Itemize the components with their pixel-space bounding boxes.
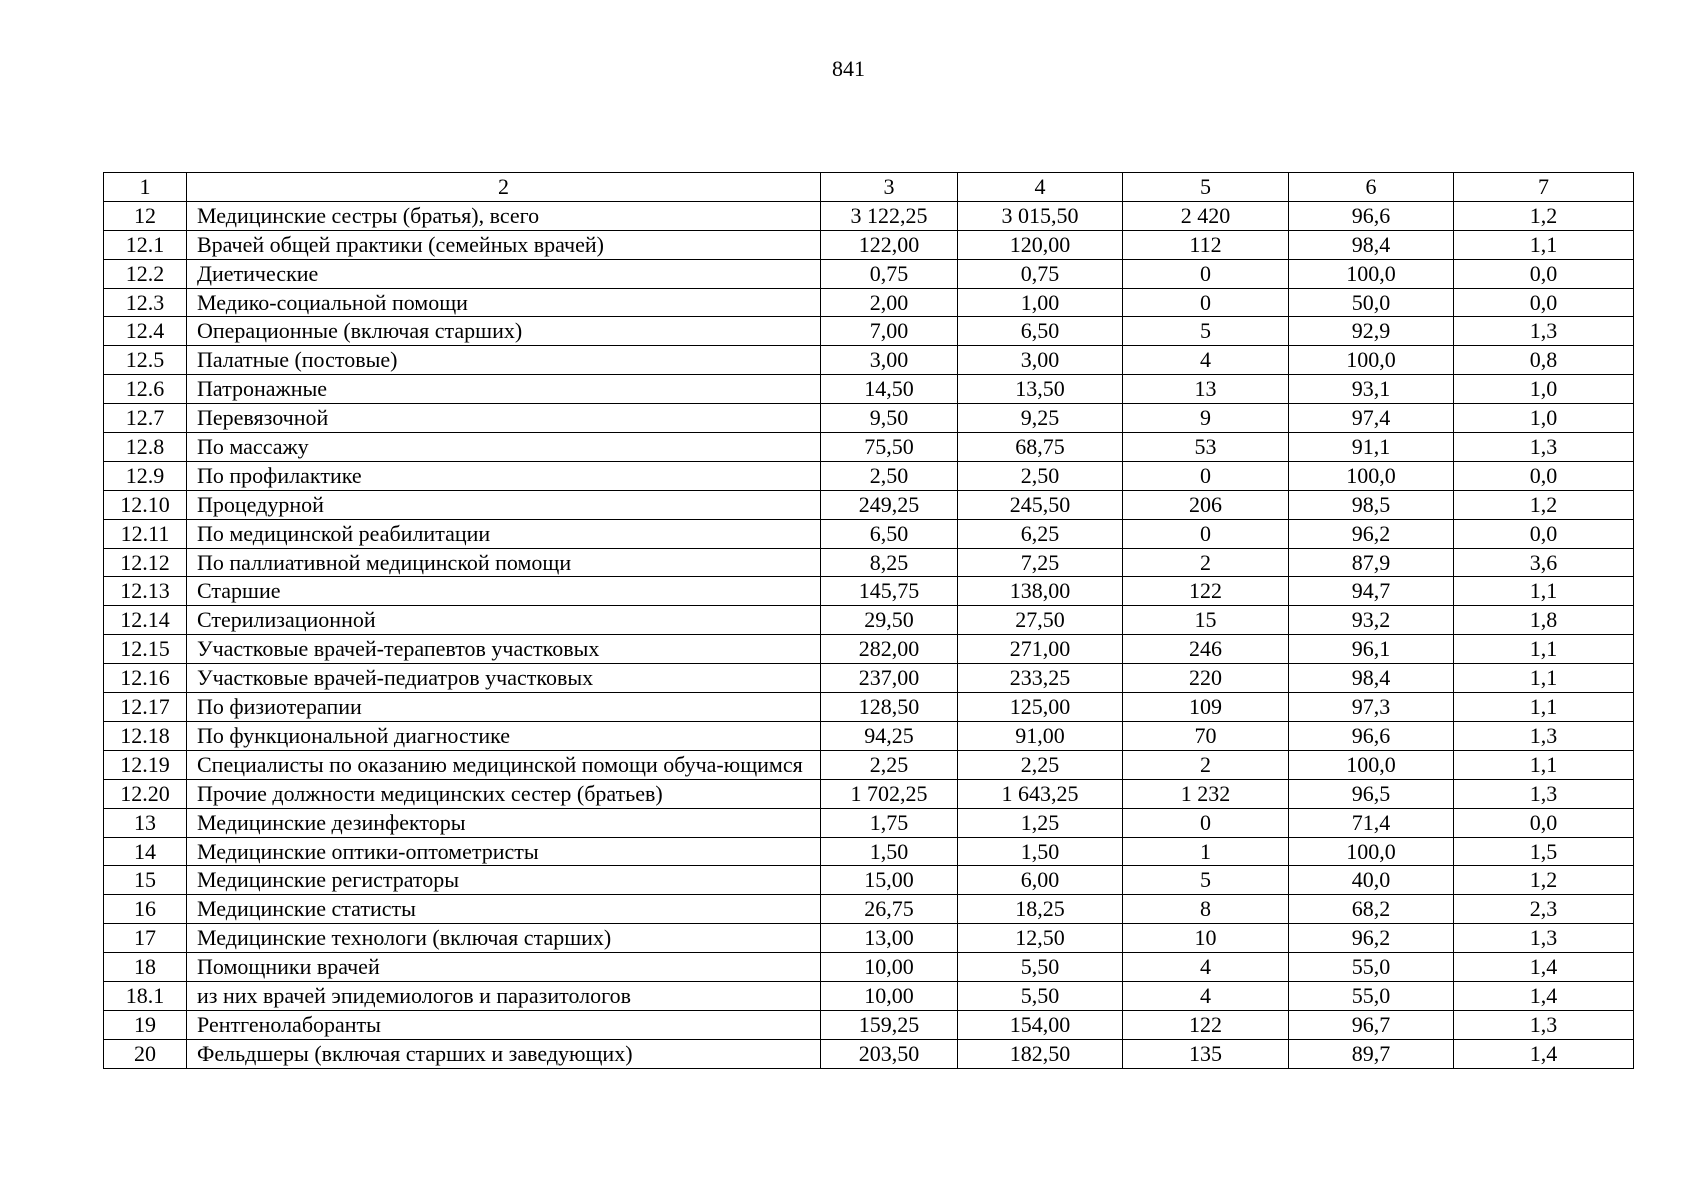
value-col-7: 1,1	[1454, 693, 1634, 722]
value-col-3: 9,50	[821, 404, 958, 433]
value-col-3: 237,00	[821, 664, 958, 693]
value-col-4: 6,50	[958, 317, 1123, 346]
value-col-5: 2 420	[1123, 201, 1289, 230]
value-col-7: 1,1	[1454, 577, 1634, 606]
value-col-7: 1,3	[1454, 924, 1634, 953]
value-col-6: 97,4	[1289, 404, 1454, 433]
table-row	[104, 548, 1634, 577]
position-name: По массажу	[187, 433, 821, 462]
value-col-5: 13	[1123, 375, 1289, 404]
value-col-5: 4	[1123, 346, 1289, 375]
table-row	[104, 664, 1634, 693]
value-col-7: 0,8	[1454, 346, 1634, 375]
table-row	[104, 346, 1634, 375]
value-col-4: 91,00	[958, 721, 1123, 750]
value-col-5: 109	[1123, 693, 1289, 722]
value-col-5: 206	[1123, 490, 1289, 519]
table-row	[104, 837, 1634, 866]
row-code: 12.5	[104, 346, 187, 375]
position-name: Медицинские статисты	[187, 895, 821, 924]
value-col-6: 94,7	[1289, 577, 1454, 606]
value-col-7: 1,1	[1454, 230, 1634, 259]
value-col-5: 1	[1123, 837, 1289, 866]
value-col-6: 93,1	[1289, 375, 1454, 404]
value-col-4: 12,50	[958, 924, 1123, 953]
value-col-6: 100,0	[1289, 259, 1454, 288]
row-code: 12.7	[104, 404, 187, 433]
value-col-7: 1,4	[1454, 982, 1634, 1011]
row-code: 12.9	[104, 461, 187, 490]
row-code: 12.6	[104, 375, 187, 404]
table-row	[104, 259, 1634, 288]
value-col-7: 1,0	[1454, 375, 1634, 404]
value-col-5: 53	[1123, 433, 1289, 462]
row-code: 12.19	[104, 750, 187, 779]
row-code: 12.17	[104, 693, 187, 722]
value-col-6: 97,3	[1289, 693, 1454, 722]
value-col-3: 122,00	[821, 230, 958, 259]
value-col-4: 125,00	[958, 693, 1123, 722]
position-name: Перевязочной	[187, 404, 821, 433]
value-col-6: 98,5	[1289, 490, 1454, 519]
value-col-7: 1,2	[1454, 490, 1634, 519]
value-col-6: 96,6	[1289, 721, 1454, 750]
value-col-3: 282,00	[821, 635, 958, 664]
position-name: Рентгенолаборанты	[187, 1010, 821, 1039]
row-code: 12.11	[104, 519, 187, 548]
value-col-6: 87,9	[1289, 548, 1454, 577]
table-row	[104, 808, 1634, 837]
position-name: Прочие должности медицинских сестер (братьев)	[187, 779, 821, 808]
value-col-5: 246	[1123, 635, 1289, 664]
value-col-6: 96,1	[1289, 635, 1454, 664]
value-col-3: 75,50	[821, 433, 958, 462]
value-col-5: 220	[1123, 664, 1289, 693]
column-number-4: 4	[958, 173, 1123, 202]
position-name: Помощники врачей	[187, 953, 821, 982]
value-col-3: 94,25	[821, 721, 958, 750]
value-col-4: 1,25	[958, 808, 1123, 837]
table-row	[104, 461, 1634, 490]
position-name: По функциональной диагностике	[187, 721, 821, 750]
value-col-7: 0,0	[1454, 259, 1634, 288]
row-code: 18	[104, 953, 187, 982]
table-row	[104, 953, 1634, 982]
table-row	[104, 1010, 1634, 1039]
value-col-3: 10,00	[821, 953, 958, 982]
row-code: 17	[104, 924, 187, 953]
table-row	[104, 866, 1634, 895]
position-name: Операционные (включая старших)	[187, 317, 821, 346]
value-col-6: 55,0	[1289, 953, 1454, 982]
value-col-3: 249,25	[821, 490, 958, 519]
table-row	[104, 433, 1634, 462]
value-col-5: 10	[1123, 924, 1289, 953]
value-col-3: 1 702,25	[821, 779, 958, 808]
value-col-5: 5	[1123, 866, 1289, 895]
table-row	[104, 317, 1634, 346]
value-col-4: 2,50	[958, 461, 1123, 490]
value-col-4: 7,25	[958, 548, 1123, 577]
position-name: Медицинские оптики-оптометристы	[187, 837, 821, 866]
value-col-4: 68,75	[958, 433, 1123, 462]
table-row	[104, 924, 1634, 953]
page-number: 841	[832, 56, 865, 81]
table-row	[104, 577, 1634, 606]
value-col-4: 18,25	[958, 895, 1123, 924]
value-col-7: 0,0	[1454, 461, 1634, 490]
table-row	[104, 721, 1634, 750]
value-col-7: 3,6	[1454, 548, 1634, 577]
row-code: 19	[104, 1010, 187, 1039]
value-col-7: 1,3	[1454, 721, 1634, 750]
value-col-7: 1,1	[1454, 635, 1634, 664]
value-col-7: 1,2	[1454, 201, 1634, 230]
row-code: 12	[104, 201, 187, 230]
value-col-5: 4	[1123, 982, 1289, 1011]
position-name: из них врачей эпидемиологов и паразитологов	[187, 982, 821, 1011]
position-name: Участковые врачей-педиатров участковых	[187, 664, 821, 693]
row-code: 12.1	[104, 230, 187, 259]
value-col-7: 1,3	[1454, 1010, 1634, 1039]
value-col-4: 5,50	[958, 982, 1123, 1011]
value-col-4: 3,00	[958, 346, 1123, 375]
value-col-6: 98,4	[1289, 664, 1454, 693]
column-number-7: 7	[1454, 173, 1634, 202]
value-col-4: 27,50	[958, 606, 1123, 635]
value-col-5: 0	[1123, 288, 1289, 317]
table-row	[104, 635, 1634, 664]
value-col-6: 92,9	[1289, 317, 1454, 346]
column-number-6: 6	[1289, 173, 1454, 202]
value-col-6: 71,4	[1289, 808, 1454, 837]
value-col-4: 0,75	[958, 259, 1123, 288]
value-col-4: 182,50	[958, 1039, 1123, 1068]
value-col-3: 2,50	[821, 461, 958, 490]
value-col-7: 1,1	[1454, 664, 1634, 693]
value-col-7: 0,0	[1454, 288, 1634, 317]
position-name: Старшие	[187, 577, 821, 606]
value-col-6: 100,0	[1289, 837, 1454, 866]
value-col-4: 13,50	[958, 375, 1123, 404]
position-name: Процедурной	[187, 490, 821, 519]
column-number-3: 3	[821, 173, 958, 202]
position-name: Палатные (постовые)	[187, 346, 821, 375]
value-col-4: 1,00	[958, 288, 1123, 317]
value-col-4: 9,25	[958, 404, 1123, 433]
table-row	[104, 230, 1634, 259]
value-col-5: 112	[1123, 230, 1289, 259]
value-col-7: 1,5	[1454, 837, 1634, 866]
position-name: Врачей общей практики (семейных врачей)	[187, 230, 821, 259]
value-col-5: 0	[1123, 461, 1289, 490]
value-col-3: 159,25	[821, 1010, 958, 1039]
value-col-6: 55,0	[1289, 982, 1454, 1011]
value-col-3: 203,50	[821, 1039, 958, 1068]
row-code: 16	[104, 895, 187, 924]
value-col-3: 8,25	[821, 548, 958, 577]
value-col-6: 50,0	[1289, 288, 1454, 317]
value-col-6: 96,5	[1289, 779, 1454, 808]
table-row	[104, 519, 1634, 548]
value-col-7: 1,3	[1454, 779, 1634, 808]
value-col-3: 1,75	[821, 808, 958, 837]
row-code: 12.8	[104, 433, 187, 462]
table-row	[104, 490, 1634, 519]
value-col-4: 6,00	[958, 866, 1123, 895]
row-code: 12.12	[104, 548, 187, 577]
row-code: 14	[104, 837, 187, 866]
value-col-6: 96,2	[1289, 519, 1454, 548]
value-col-3: 13,00	[821, 924, 958, 953]
row-code: 12.13	[104, 577, 187, 606]
column-number-2: 2	[187, 173, 821, 202]
value-col-7: 1,0	[1454, 404, 1634, 433]
value-col-5: 9	[1123, 404, 1289, 433]
value-col-7: 1,3	[1454, 317, 1634, 346]
table-row	[104, 1039, 1634, 1068]
value-col-3: 10,00	[821, 982, 958, 1011]
value-col-5: 135	[1123, 1039, 1289, 1068]
value-col-4: 1 643,25	[958, 779, 1123, 808]
value-col-3: 15,00	[821, 866, 958, 895]
value-col-7: 1,2	[1454, 866, 1634, 895]
table-row	[104, 895, 1634, 924]
value-col-3: 3,00	[821, 346, 958, 375]
position-name: Диетические	[187, 259, 821, 288]
position-name: Стерилизационной	[187, 606, 821, 635]
table-row	[104, 201, 1634, 230]
value-col-3: 6,50	[821, 519, 958, 548]
value-col-4: 3 015,50	[958, 201, 1123, 230]
value-col-3: 1,50	[821, 837, 958, 866]
value-col-6: 68,2	[1289, 895, 1454, 924]
value-col-4: 120,00	[958, 230, 1123, 259]
value-col-6: 96,2	[1289, 924, 1454, 953]
value-col-7: 0,0	[1454, 808, 1634, 837]
position-name: Патронажные	[187, 375, 821, 404]
value-col-3: 128,50	[821, 693, 958, 722]
value-col-4: 6,25	[958, 519, 1123, 548]
row-code: 13	[104, 808, 187, 837]
table-row	[104, 375, 1634, 404]
value-col-5: 5	[1123, 317, 1289, 346]
value-col-4: 138,00	[958, 577, 1123, 606]
table-row	[104, 288, 1634, 317]
value-col-6: 91,1	[1289, 433, 1454, 462]
position-name: Медицинские сестры (братья), всего	[187, 201, 821, 230]
position-name: Медико-социальной помощи	[187, 288, 821, 317]
table-row	[104, 606, 1634, 635]
table-row	[104, 982, 1634, 1011]
position-name: Медицинские регистраторы	[187, 866, 821, 895]
value-col-5: 8	[1123, 895, 1289, 924]
value-col-3: 29,50	[821, 606, 958, 635]
row-code: 12.18	[104, 721, 187, 750]
value-col-5: 4	[1123, 953, 1289, 982]
value-col-5: 70	[1123, 721, 1289, 750]
position-name: Медицинские дезинфекторы	[187, 808, 821, 837]
value-col-7: 1,4	[1454, 953, 1634, 982]
value-col-5: 2	[1123, 548, 1289, 577]
value-col-6: 100,0	[1289, 461, 1454, 490]
value-col-4: 154,00	[958, 1010, 1123, 1039]
row-code: 12.10	[104, 490, 187, 519]
value-col-4: 245,50	[958, 490, 1123, 519]
value-col-6: 100,0	[1289, 346, 1454, 375]
position-name: Специалисты по оказанию медицинской помощи обуча-ющимся	[187, 750, 821, 779]
table-row	[104, 750, 1634, 779]
row-code: 12.20	[104, 779, 187, 808]
value-col-5: 15	[1123, 606, 1289, 635]
value-col-5: 0	[1123, 259, 1289, 288]
row-code: 20	[104, 1039, 187, 1068]
row-code: 12.14	[104, 606, 187, 635]
position-name: По профилактике	[187, 461, 821, 490]
value-col-4: 2,25	[958, 750, 1123, 779]
position-name: Участковые врачей-терапевтов участковых	[187, 635, 821, 664]
table-row	[104, 404, 1634, 433]
position-name: По паллиативной медицинской помощи	[187, 548, 821, 577]
value-col-4: 1,50	[958, 837, 1123, 866]
value-col-7: 2,3	[1454, 895, 1634, 924]
column-number-5: 5	[1123, 173, 1289, 202]
value-col-4: 271,00	[958, 635, 1123, 664]
value-col-3: 2,25	[821, 750, 958, 779]
value-col-5: 2	[1123, 750, 1289, 779]
value-col-7: 0,0	[1454, 519, 1634, 548]
row-code: 12.4	[104, 317, 187, 346]
value-col-5: 122	[1123, 577, 1289, 606]
row-code: 18.1	[104, 982, 187, 1011]
value-col-3: 26,75	[821, 895, 958, 924]
row-code: 12.16	[104, 664, 187, 693]
value-col-6: 40,0	[1289, 866, 1454, 895]
value-col-3: 14,50	[821, 375, 958, 404]
value-col-3: 2,00	[821, 288, 958, 317]
row-code: 12.2	[104, 259, 187, 288]
staffing-table	[103, 172, 1634, 1069]
table-row	[104, 693, 1634, 722]
value-col-7: 1,1	[1454, 750, 1634, 779]
value-col-6: 100,0	[1289, 750, 1454, 779]
value-col-6: 96,7	[1289, 1010, 1454, 1039]
value-col-4: 233,25	[958, 664, 1123, 693]
row-code: 12.15	[104, 635, 187, 664]
value-col-6: 96,6	[1289, 201, 1454, 230]
position-name: По медицинской реабилитации	[187, 519, 821, 548]
row-code: 15	[104, 866, 187, 895]
position-name: Фельдшеры (включая старших и заведующих)	[187, 1039, 821, 1068]
table-header-row	[104, 173, 1634, 202]
value-col-3: 3 122,25	[821, 201, 958, 230]
value-col-3: 145,75	[821, 577, 958, 606]
value-col-5: 0	[1123, 808, 1289, 837]
value-col-6: 93,2	[1289, 606, 1454, 635]
value-col-4: 5,50	[958, 953, 1123, 982]
value-col-3: 7,00	[821, 317, 958, 346]
value-col-7: 1,3	[1454, 433, 1634, 462]
position-name: По физиотерапии	[187, 693, 821, 722]
value-col-6: 89,7	[1289, 1039, 1454, 1068]
value-col-5: 122	[1123, 1010, 1289, 1039]
value-col-3: 0,75	[821, 259, 958, 288]
value-col-7: 1,8	[1454, 606, 1634, 635]
column-number-1: 1	[104, 173, 187, 202]
value-col-7: 1,4	[1454, 1039, 1634, 1068]
value-col-6: 98,4	[1289, 230, 1454, 259]
table-row	[104, 779, 1634, 808]
value-col-5: 1 232	[1123, 779, 1289, 808]
value-col-5: 0	[1123, 519, 1289, 548]
row-code: 12.3	[104, 288, 187, 317]
position-name: Медицинские технологи (включая старших)	[187, 924, 821, 953]
